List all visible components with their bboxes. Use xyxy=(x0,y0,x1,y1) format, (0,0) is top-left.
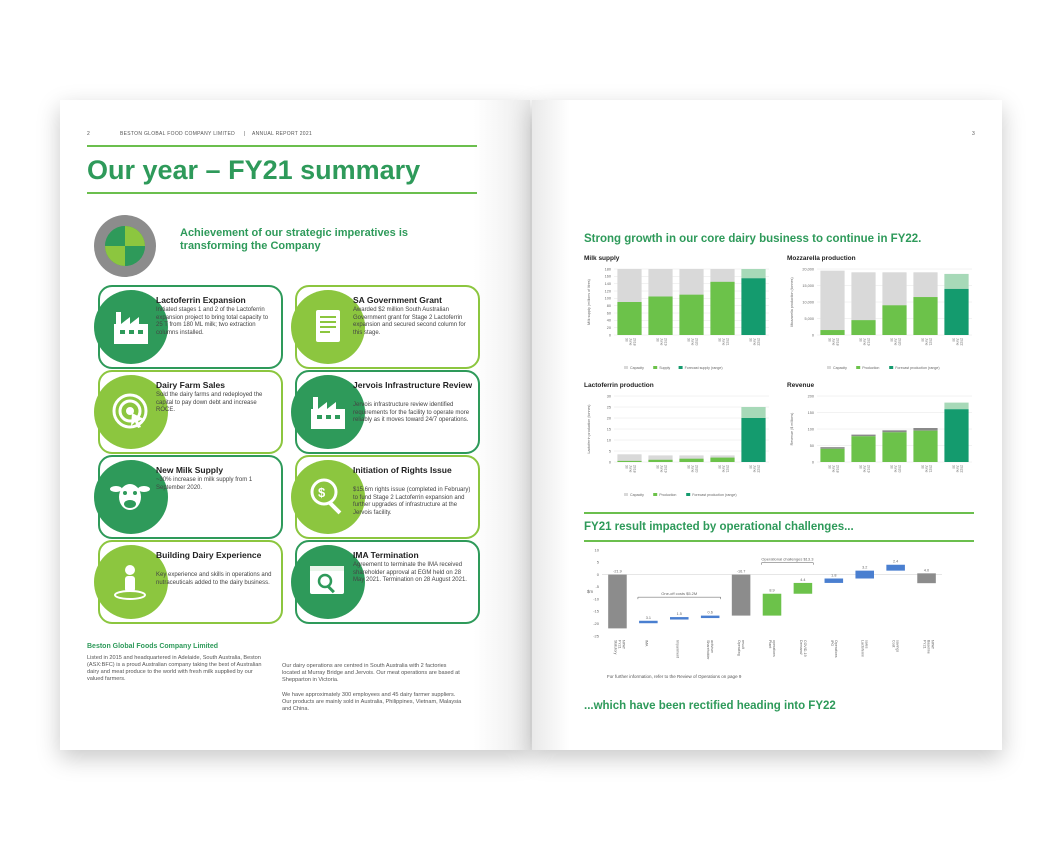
data-label: 4.0 xyxy=(923,568,930,573)
chart-title: Lactoferrin production xyxy=(584,382,654,389)
waterfall-bar xyxy=(825,579,844,583)
legend-label: Forecast supply (range) xyxy=(684,366,723,370)
chart-3 xyxy=(787,382,977,502)
y-tick-label: 5,000 xyxy=(804,316,814,321)
card-description: Agreement to terminate the IMA received shareholder approval at EGM held on 28 May 2021. Termination on 28 August 2021. xyxy=(353,562,467,583)
x-tick-label: 30 xyxy=(889,465,894,469)
y-tick-label: 80 xyxy=(606,303,611,308)
legend-swatch xyxy=(624,366,628,369)
subtitle: Achievement of our strategic imperatives is transforming the Company xyxy=(180,227,409,252)
y-tick-label: 10 xyxy=(594,547,599,553)
x-tick-label: COVID-19 xyxy=(802,640,807,657)
page-number-right: 3 xyxy=(972,131,976,137)
x-tick-label: 30 xyxy=(686,338,691,342)
card-description: Initiated stages 1 and 2 of the Lactoferrin expansion project to bring total capacity to 25 T from 180 ML milk; two extraction columns installed. xyxy=(156,307,269,336)
y-tick-label: 150 xyxy=(807,410,814,415)
x-tick-label: 2021 xyxy=(725,465,730,473)
legend-swatch xyxy=(889,366,893,369)
x-tick-label: Shareholder xyxy=(706,640,711,660)
supply-bar xyxy=(882,305,906,335)
x-tick-label: 30 xyxy=(655,465,660,469)
summary-card xyxy=(295,540,480,624)
x-tick-label: 2022 xyxy=(959,338,964,346)
supply-bar xyxy=(820,330,844,335)
chart-title: Mozzarella production xyxy=(787,255,856,262)
revenue-bar xyxy=(851,436,875,462)
y-tick-label: 0 xyxy=(811,333,814,338)
y-tick-label: -15 xyxy=(593,608,599,614)
x-tick-label: 2018 xyxy=(632,338,637,346)
chart-1 xyxy=(787,255,977,375)
x-tick-label: 30 xyxy=(951,338,956,342)
company-paragraph-2: Our dairy operations are centred in South Australia with 2 factories located at Murray Bridge and Jervois. Our meat operations are based at Shepparton in Victoria. xyxy=(282,663,460,683)
x-tick-label: June xyxy=(893,338,898,346)
data-label: 4.4 xyxy=(800,577,806,582)
x-tick-label: June xyxy=(752,338,757,346)
x-tick-label: 2022 xyxy=(756,465,761,473)
bracket xyxy=(762,563,814,565)
capacity-bar xyxy=(617,454,641,462)
x-tick-label: June xyxy=(659,465,664,473)
x-tick-label: 2022 xyxy=(756,338,761,346)
section-rule-2 xyxy=(584,540,974,542)
x-tick-label: 2019 xyxy=(866,338,871,346)
data-label: 3.2 xyxy=(862,565,868,570)
y-tick-label: 180 xyxy=(604,267,611,272)
chart-2 xyxy=(584,382,774,502)
x-tick-label: IMA xyxy=(644,640,649,647)
left-page xyxy=(60,100,530,750)
x-tick-label: June xyxy=(831,465,836,473)
x-tick-label: Operating xyxy=(737,640,742,656)
title-rule-bottom xyxy=(87,192,477,194)
legend-label: Production xyxy=(659,493,677,497)
page-number: 2 xyxy=(87,131,91,137)
chart-title: Milk supply xyxy=(584,255,620,262)
revenue-bar xyxy=(913,431,937,462)
y-axis-label: Lactoferrin production (tonnes) xyxy=(587,404,591,454)
section-rule xyxy=(584,512,974,514)
company-paragraph-3: We have approximately 300 employees and 45 dairy farmer suppliers. Our products are mainly sold in Australia, Philippines, Vietnam, Malaysia and China. xyxy=(282,692,462,712)
waterfall-bar xyxy=(701,616,720,618)
y-tick-label: 5 xyxy=(608,449,611,454)
chart-svg xyxy=(787,392,977,504)
waterfall-bar xyxy=(763,594,782,616)
y-tick-label: 60 xyxy=(606,311,611,316)
revenue-range-bar xyxy=(944,403,968,410)
x-tick-label: 30 xyxy=(717,465,722,469)
x-tick-label: Baseline xyxy=(926,640,931,654)
x-tick-label: 2020 xyxy=(694,465,699,473)
y-tick-label: 50 xyxy=(809,443,814,448)
card-description: Jervois infrastructure review identified requirements for the facility to operate more reliably as it moves toward 24/7 operations. xyxy=(353,402,470,423)
x-tick-label: 30 xyxy=(858,465,863,469)
summary-card xyxy=(98,455,283,539)
footnote: For further information, refer to the Review of Operations on page 9 xyxy=(607,674,742,679)
legend-label: Capacity xyxy=(630,493,644,497)
x-tick-label: Statutory xyxy=(613,640,618,655)
card-description: ~30% increase in milk supply from 1 September 2020. xyxy=(156,477,253,491)
x-tick-label: June xyxy=(628,465,633,473)
x-tick-label: June xyxy=(721,465,726,473)
x-tick-label: June xyxy=(862,465,867,473)
y-tick-label: 100 xyxy=(807,427,814,432)
y-tick-label: 10 xyxy=(606,438,611,443)
x-tick-label: June xyxy=(721,338,726,346)
x-tick-label: 30 xyxy=(951,465,956,469)
x-tick-label: Cost xyxy=(891,640,896,648)
waterfall-bar xyxy=(855,571,874,579)
x-tick-label: Plant xyxy=(768,640,772,649)
y-axis-label: Mozzarella production (tonnes) xyxy=(790,277,794,327)
supply-bar xyxy=(617,461,641,462)
x-tick-label: NPAT xyxy=(930,640,935,650)
y-tick-label: 140 xyxy=(604,281,611,286)
x-tick-label: June xyxy=(924,465,929,473)
supply-bar xyxy=(710,282,734,335)
company-heading: Beston Global Foods Company Limited xyxy=(87,643,219,650)
chart-0 xyxy=(584,255,774,375)
chart-svg xyxy=(787,265,977,377)
legend-swatch xyxy=(686,493,690,496)
x-tick-label: 2020 xyxy=(694,338,699,346)
card-description: Key experience and skills in operations and nutraceuticals added to the dairy business. xyxy=(156,572,272,586)
x-tick-label: 2020 xyxy=(897,465,902,473)
x-tick-label: June xyxy=(628,338,633,346)
running-header: BESTON GLOBAL FOOD COMPANY LIMITED xyxy=(120,131,236,137)
x-tick-label: 2021 xyxy=(725,338,730,346)
x-tick-label: 2018 xyxy=(632,465,637,473)
y-axis-label: $m xyxy=(586,589,594,594)
x-tick-label: 30 xyxy=(717,338,722,342)
x-tick-label: 2019 xyxy=(866,465,871,473)
x-tick-label: IPG xyxy=(829,640,834,647)
x-tick-label: 2020 xyxy=(897,338,902,346)
x-tick-label: June xyxy=(659,338,664,346)
waterfall-chart xyxy=(584,547,974,672)
x-tick-label: 2018 xyxy=(835,338,840,346)
x-tick-label: 30 xyxy=(686,465,691,469)
chart-svg xyxy=(584,265,774,377)
x-tick-label: Impairment xyxy=(675,640,680,658)
y-tick-label: -25 xyxy=(593,633,599,639)
card-title: Building Dairy Experience xyxy=(156,550,262,560)
supply-bar xyxy=(710,458,734,462)
x-tick-label: 2022 xyxy=(959,465,964,473)
y-tick-label: 15,000 xyxy=(802,283,814,288)
x-tick-label: 30 xyxy=(624,465,629,469)
y-tick-label: 15 xyxy=(606,427,611,432)
right-page xyxy=(532,100,1002,750)
y-tick-label: -10 xyxy=(593,596,599,602)
y-tick-label: 40 xyxy=(606,318,611,323)
x-tick-label: FY21 xyxy=(617,640,622,649)
waterfall-svg xyxy=(584,547,974,672)
y-tick-label: 20 xyxy=(606,325,611,330)
x-tick-label: 2019 xyxy=(663,338,668,346)
supply-bar xyxy=(679,459,703,462)
x-tick-label: 2018 xyxy=(835,465,840,473)
legend-label: Production xyxy=(862,366,880,370)
card-title: SA Government Grant xyxy=(353,295,442,305)
revenue-range-bar xyxy=(820,447,844,449)
supply-bar xyxy=(648,460,672,462)
data-label: 2.4 xyxy=(892,559,899,564)
x-tick-label: 30 xyxy=(920,338,925,342)
summary-card xyxy=(98,540,283,624)
y-tick-label: 200 xyxy=(807,394,814,399)
supply-bar xyxy=(617,302,641,335)
waterfall-bar xyxy=(886,565,905,571)
x-tick-label: operations xyxy=(772,640,776,657)
chart-svg xyxy=(584,392,774,504)
waterfall-bar xyxy=(794,583,813,594)
company-paragraph-1: Listed in 2015 and headquartered in Adelaide, South Australia, Beston (ASX:BFC) is a proud Australian company taking the best of Australian dairy and meat produce to the world with fresh milk supplied by our valued farmers. xyxy=(87,655,262,682)
supply-bar xyxy=(913,297,937,335)
x-tick-label: Lactoferrin xyxy=(860,640,865,657)
card-title: Lactoferrin Expansion xyxy=(156,295,246,305)
legend-label: Capacity xyxy=(630,366,644,370)
x-tick-label: 2019 xyxy=(663,465,668,473)
data-label: 0.6 xyxy=(707,610,713,615)
supply-bar xyxy=(679,295,703,335)
capacity-bar xyxy=(820,271,844,335)
y-tick-label: 0 xyxy=(811,460,814,465)
data-label: 3.1 xyxy=(645,615,652,620)
y-tick-label: 0 xyxy=(596,571,599,577)
page-title: Our year – FY21 summary xyxy=(87,155,421,185)
data-label: 8.9 xyxy=(769,588,775,593)
revenue-bar xyxy=(820,449,844,462)
card-description: $15.6m rights issue (completed in February) to fund Stage 2 Lactoferrin expansion and further upgrades of infrastructure at the Jervois facility. xyxy=(353,487,471,516)
summary-card xyxy=(98,285,283,369)
legend-swatch xyxy=(653,493,657,496)
svg-text:$: $ xyxy=(318,485,326,500)
x-tick-label: June xyxy=(752,465,757,473)
card-title: Jervois Infrastructure Review xyxy=(353,380,473,390)
y-axis-label: Milk supply (millions of litres) xyxy=(587,279,591,325)
legend-label: Capacity xyxy=(833,366,847,370)
x-tick-label: Demand/ xyxy=(798,640,803,655)
card-description: Awarded $2 million South Australian Government grant for Stage 2 Lactoferrin expansion and secured second column for this stage. xyxy=(353,307,466,336)
forecast-bar xyxy=(741,418,765,462)
y-tick-label: 5 xyxy=(596,559,599,565)
card-title: Initiation of Rights Issue xyxy=(353,465,452,475)
data-label: -16.7 xyxy=(736,569,746,574)
y-tick-label: 20,000 xyxy=(802,267,814,272)
y-axis-label: Revenue ($ millions) xyxy=(790,412,794,446)
legend-label: Forecast production (range) xyxy=(895,366,940,370)
y-tick-label: 25 xyxy=(606,405,611,410)
legend-swatch xyxy=(679,366,683,369)
annotation: One-off costs $5.2M xyxy=(661,591,698,597)
bracket xyxy=(638,597,721,599)
data-label: 1.8 xyxy=(831,573,837,578)
x-tick-label: Operations xyxy=(833,640,838,658)
legend-swatch xyxy=(827,366,831,369)
forecast-bar xyxy=(944,289,968,335)
forecast-range-bar xyxy=(741,407,765,418)
x-tick-label: sales xyxy=(864,640,869,649)
card-description: Sold the dairy farms and redeployed the capital to pay down debt and increase ROCE. xyxy=(156,392,263,413)
gear-icon xyxy=(94,215,156,277)
waterfall-bar xyxy=(639,621,658,623)
y-tick-label: 0 xyxy=(608,333,611,338)
x-tick-label: 2021 xyxy=(928,338,933,346)
y-tick-label: 0 xyxy=(608,460,611,465)
x-tick-label: activism xyxy=(710,640,715,653)
data-label: -21.9 xyxy=(613,569,622,574)
x-tick-label: June xyxy=(831,338,836,346)
rectified-heading: ...which have been rectified heading into FY22 xyxy=(584,700,836,712)
forecast-bar xyxy=(741,278,765,335)
x-tick-label: 30 xyxy=(920,465,925,469)
legend-label: Supply xyxy=(659,366,671,370)
x-tick-label: 30 xyxy=(827,465,832,469)
summary-card xyxy=(295,370,480,454)
legend-swatch xyxy=(856,366,860,369)
x-tick-label: 30 xyxy=(748,338,753,342)
forecast-range-bar xyxy=(741,269,765,278)
challenges-heading: FY21 result impacted by operational challenges... xyxy=(584,521,854,533)
y-tick-label: 30 xyxy=(606,394,611,399)
card-title: Dairy Farm Sales xyxy=(156,380,225,390)
x-tick-label: June xyxy=(893,465,898,473)
revenue-range-bar xyxy=(913,428,937,431)
data-label: 1.5 xyxy=(676,612,682,617)
annotation: Operational challenges $13.3 xyxy=(761,556,814,562)
y-tick-label: -20 xyxy=(593,621,599,627)
x-tick-label: 30 xyxy=(889,338,894,342)
x-tick-label: 30 xyxy=(827,338,832,342)
revenue-bar xyxy=(944,409,968,462)
growth-heading: Strong growth in our core dairy business to continue in FY22. xyxy=(584,233,922,245)
x-tick-label: NPAT xyxy=(621,640,626,650)
summary-card xyxy=(295,455,480,539)
supply-bar xyxy=(648,297,672,336)
x-tick-label: FY21 xyxy=(922,640,927,649)
supply-bar xyxy=(851,320,875,335)
y-tick-label: 10,000 xyxy=(802,300,814,305)
y-tick-label: 20 xyxy=(606,416,611,421)
x-tick-label: result xyxy=(741,640,746,649)
x-tick-label: 2021 xyxy=(928,465,933,473)
revenue-range-bar xyxy=(882,430,906,432)
x-tick-label: June xyxy=(955,465,960,473)
x-tick-label: 30 xyxy=(748,465,753,469)
y-tick-label: 100 xyxy=(604,296,611,301)
x-tick-label: 30 xyxy=(858,338,863,342)
x-tick-label: June xyxy=(690,465,695,473)
waterfall-bar xyxy=(917,573,936,583)
x-tick-label: June xyxy=(955,338,960,346)
running-header-report: ANNUAL REPORT 2021 xyxy=(252,131,313,137)
legend-label: Forecast production (range) xyxy=(692,493,737,497)
y-tick-label: 160 xyxy=(604,274,611,279)
waterfall-bar xyxy=(732,575,751,616)
waterfall-bar xyxy=(670,617,689,619)
x-tick-label: 30 xyxy=(624,338,629,342)
card-title: IMA Termination xyxy=(353,550,419,560)
card-title: New Milk Supply xyxy=(156,465,224,475)
y-tick-label: -5 xyxy=(595,584,599,590)
waterfall-bar xyxy=(608,575,627,629)
y-tick-label: 120 xyxy=(604,289,611,294)
revenue-range-bar xyxy=(851,435,875,437)
title-rule-top xyxy=(87,145,477,147)
x-tick-label: June xyxy=(924,338,929,346)
forecast-range-bar xyxy=(944,274,968,289)
legend-swatch xyxy=(624,493,628,496)
x-tick-label: June xyxy=(862,338,867,346)
summary-card xyxy=(98,370,283,454)
revenue-bar xyxy=(882,432,906,462)
chart-title: Revenue xyxy=(787,382,815,389)
legend-swatch xyxy=(653,366,657,369)
x-tick-label: June xyxy=(690,338,695,346)
x-tick-label: 30 xyxy=(655,338,660,342)
header-separator: | xyxy=(244,131,246,137)
summary-card xyxy=(295,285,480,369)
x-tick-label: savings xyxy=(895,640,900,653)
